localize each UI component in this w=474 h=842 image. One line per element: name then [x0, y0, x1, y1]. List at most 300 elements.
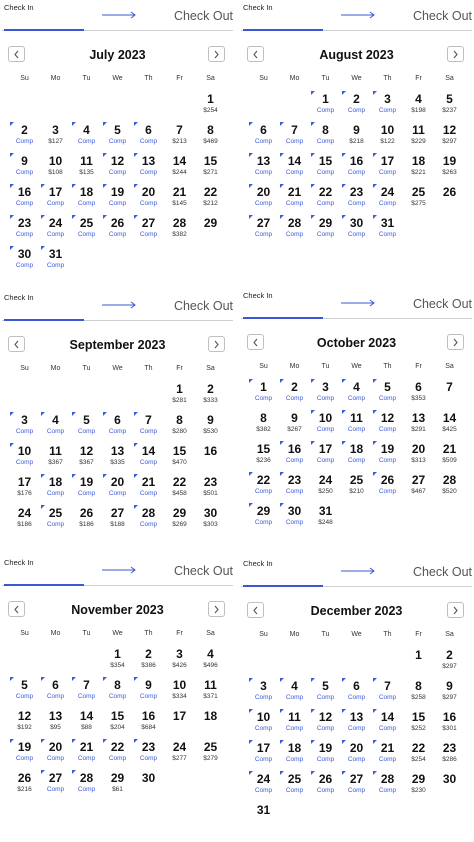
day-cell[interactable] — [279, 184, 310, 215]
day-cell[interactable] — [71, 215, 102, 246]
day-cell[interactable] — [341, 709, 372, 740]
day-cell[interactable] — [164, 443, 195, 474]
day-number: 25 — [203, 740, 218, 754]
day-cell[interactable] — [9, 505, 40, 536]
check-in-tab[interactable]: Check In — [243, 3, 273, 12]
day-cell[interactable] — [40, 474, 71, 505]
day-cell[interactable] — [164, 122, 195, 153]
next-month-button[interactable] — [208, 601, 225, 617]
day-cell[interactable] — [279, 441, 310, 472]
day-cell[interactable] — [9, 474, 40, 505]
day-cell[interactable] — [403, 709, 434, 740]
day-cell[interactable] — [40, 739, 71, 770]
check-out-tab[interactable]: Check Out — [412, 9, 472, 23]
price-label: $303 — [203, 521, 218, 528]
day-cell[interactable] — [310, 709, 341, 740]
day-cell[interactable] — [9, 708, 40, 739]
weekday-label: Fr — [415, 631, 422, 638]
day-cell[interactable] — [372, 410, 403, 441]
day-number: 28 — [442, 473, 457, 487]
day-cell[interactable] — [341, 472, 372, 503]
day-cell[interactable] — [279, 740, 310, 771]
day-cell[interactable] — [279, 379, 310, 410]
day-cell[interactable] — [403, 153, 434, 184]
comp-label: Comp — [108, 138, 127, 145]
day-cell[interactable] — [248, 771, 279, 802]
day-cell[interactable] — [434, 122, 465, 153]
day-cell[interactable] — [164, 739, 195, 770]
day-cell[interactable] — [248, 184, 279, 215]
day-number: 25 — [287, 772, 302, 786]
day-cell[interactable] — [195, 677, 226, 708]
day-cell[interactable] — [133, 770, 164, 801]
day-cell[interactable] — [40, 708, 71, 739]
day-cell[interactable] — [372, 740, 403, 771]
day-number: 15 — [203, 154, 218, 168]
date-tabs — [2, 290, 233, 324]
check-out-tab[interactable]: Check Out — [412, 297, 472, 311]
comp-label: Comp — [15, 428, 34, 435]
day-cell[interactable] — [195, 184, 226, 215]
day-number: 4 — [415, 92, 422, 106]
day-cell[interactable] — [434, 153, 465, 184]
day-cell[interactable] — [310, 215, 341, 246]
day-cell[interactable] — [279, 678, 310, 709]
day-cell[interactable] — [248, 379, 279, 410]
day-cell[interactable] — [310, 153, 341, 184]
weekday-label: Sa — [206, 75, 215, 82]
day-cell[interactable] — [341, 122, 372, 153]
price-label: $458 — [172, 490, 187, 497]
day-cell[interactable] — [71, 153, 102, 184]
check-out-tab[interactable]: Check Out — [173, 564, 233, 578]
day-number: 30 — [17, 247, 32, 261]
day-cell[interactable] — [434, 678, 465, 709]
day-cell[interactable] — [195, 739, 226, 770]
day-cell[interactable] — [403, 647, 434, 678]
day-cell[interactable] — [71, 184, 102, 215]
day-cell[interactable] — [9, 153, 40, 184]
comp-label: Comp — [254, 756, 273, 763]
day-cell[interactable] — [9, 412, 40, 443]
day-cell[interactable] — [248, 740, 279, 771]
day-cell[interactable] — [102, 443, 133, 474]
day-cell[interactable] — [403, 122, 434, 153]
comp-label: Comp — [378, 488, 397, 495]
day-cell[interactable] — [40, 443, 71, 474]
month-panel-0 — [2, 0, 233, 290]
comp-flag-icon — [134, 184, 138, 188]
day-cell[interactable] — [40, 412, 71, 443]
day-cell[interactable] — [164, 677, 195, 708]
price-label: $269 — [172, 521, 187, 528]
day-cell[interactable] — [434, 709, 465, 740]
day-cell[interactable] — [102, 474, 133, 505]
day-cell[interactable] — [195, 443, 226, 474]
day-cell[interactable] — [310, 740, 341, 771]
day-cell[interactable] — [372, 122, 403, 153]
day-number: 6 — [415, 380, 422, 394]
day-cell[interactable] — [248, 122, 279, 153]
day-cell[interactable] — [310, 503, 341, 534]
day-cell[interactable] — [133, 474, 164, 505]
day-cell[interactable] — [40, 184, 71, 215]
day-number: 23 — [442, 741, 457, 755]
comp-flag-icon — [373, 153, 377, 157]
comp-label: Comp — [108, 693, 127, 700]
price-label: $198 — [411, 107, 426, 114]
day-cell[interactable] — [102, 770, 133, 801]
month-title: July 2023 — [89, 48, 146, 62]
day-number: 7 — [83, 678, 90, 692]
day-cell[interactable] — [9, 122, 40, 153]
day-cell[interactable] — [310, 472, 341, 503]
weekday-label: Th — [383, 75, 392, 82]
day-cell[interactable] — [195, 708, 226, 739]
weekday-label: Sa — [445, 75, 454, 82]
day-number: 19 — [380, 442, 395, 456]
comp-flag-icon — [134, 412, 138, 416]
day-cell[interactable] — [164, 474, 195, 505]
day-cell[interactable] — [434, 771, 465, 802]
day-cell[interactable] — [9, 246, 40, 277]
comp-flag-icon — [373, 678, 377, 682]
day-cell[interactable] — [164, 505, 195, 536]
day-cell[interactable] — [248, 709, 279, 740]
day-cell[interactable] — [403, 91, 434, 122]
day-number: 1 — [322, 92, 329, 106]
comp-flag-icon — [134, 739, 138, 743]
comp-flag-icon — [103, 122, 107, 126]
comp-label: Comp — [254, 519, 273, 526]
day-cell[interactable] — [310, 410, 341, 441]
day-cell[interactable] — [310, 678, 341, 709]
day-number: 22 — [110, 740, 125, 754]
day-cell[interactable] — [341, 184, 372, 215]
comp-label: Comp — [378, 787, 397, 794]
day-number: 5 — [446, 92, 453, 106]
comp-flag-icon — [103, 412, 107, 416]
price-label: $216 — [17, 786, 32, 793]
day-cell[interactable] — [102, 153, 133, 184]
day-cell[interactable] — [372, 215, 403, 246]
day-cell[interactable] — [9, 184, 40, 215]
comp-label: Comp — [378, 395, 397, 402]
day-cell[interactable] — [71, 770, 102, 801]
day-cell[interactable] — [372, 441, 403, 472]
day-cell[interactable] — [9, 215, 40, 246]
day-cell[interactable] — [102, 122, 133, 153]
day-cell[interactable] — [71, 708, 102, 739]
day-cell[interactable] — [195, 215, 226, 246]
day-cell[interactable] — [279, 472, 310, 503]
day-cell[interactable] — [164, 215, 195, 246]
comp-label: Comp — [108, 169, 127, 176]
day-number: 13 — [256, 154, 271, 168]
comp-label: Comp — [77, 428, 96, 435]
day-cell[interactable] — [71, 505, 102, 536]
day-cell[interactable] — [164, 381, 195, 412]
check-in-tab[interactable]: Check In — [243, 559, 273, 568]
day-number: 12 — [318, 710, 333, 724]
day-cell[interactable] — [164, 708, 195, 739]
comp-label: Comp — [285, 488, 304, 495]
day-cell[interactable] — [248, 441, 279, 472]
day-cell[interactable] — [248, 678, 279, 709]
day-cell[interactable] — [341, 215, 372, 246]
day-number: 11 — [350, 411, 363, 425]
day-cell[interactable] — [341, 379, 372, 410]
day-number: 11 — [49, 444, 62, 458]
day-cell[interactable] — [248, 802, 279, 833]
day-cell[interactable] — [310, 122, 341, 153]
day-cell[interactable] — [248, 503, 279, 534]
price-label: $353 — [411, 395, 426, 402]
day-number: 3 — [384, 92, 391, 106]
day-cell[interactable] — [164, 153, 195, 184]
weekday-label: Sa — [445, 631, 454, 638]
day-cell[interactable] — [102, 677, 133, 708]
price-label: $221 — [411, 169, 426, 176]
day-cell[interactable] — [372, 91, 403, 122]
day-cell[interactable] — [195, 412, 226, 443]
comp-label: Comp — [254, 138, 273, 145]
day-cell[interactable] — [195, 646, 226, 677]
day-number: 6 — [114, 413, 121, 427]
day-number: 5 — [21, 678, 28, 692]
day-cell[interactable] — [248, 472, 279, 503]
day-cell[interactable] — [71, 677, 102, 708]
check-in-tab[interactable]: Check In — [4, 293, 34, 302]
price-label: $135 — [79, 169, 94, 176]
day-cell[interactable] — [71, 474, 102, 505]
day-cell[interactable] — [341, 153, 372, 184]
day-cell[interactable] — [133, 215, 164, 246]
comp-flag-icon — [41, 215, 45, 219]
day-cell[interactable] — [341, 678, 372, 709]
day-cell[interactable] — [40, 677, 71, 708]
day-cell[interactable] — [341, 410, 372, 441]
comp-flag-icon — [342, 678, 346, 682]
day-cell[interactable] — [195, 122, 226, 153]
day-cell[interactable] — [403, 472, 434, 503]
day-cell[interactable] — [403, 184, 434, 215]
day-cell[interactable] — [279, 771, 310, 802]
day-cell[interactable] — [310, 184, 341, 215]
weekday-label: Su — [259, 631, 268, 638]
comp-flag-icon — [72, 184, 76, 188]
day-cell[interactable] — [434, 740, 465, 771]
price-label: $248 — [318, 519, 333, 526]
comp-flag-icon — [134, 215, 138, 219]
day-cell[interactable] — [71, 412, 102, 443]
day-cell[interactable] — [434, 441, 465, 472]
day-number: 10 — [17, 444, 32, 458]
day-number: 4 — [83, 123, 90, 137]
day-cell[interactable] — [164, 646, 195, 677]
day-cell[interactable] — [434, 91, 465, 122]
day-cell[interactable] — [310, 441, 341, 472]
day-cell[interactable] — [195, 91, 226, 122]
day-cell[interactable] — [372, 472, 403, 503]
day-cell[interactable] — [279, 122, 310, 153]
day-cell[interactable] — [279, 503, 310, 534]
comp-label: Comp — [139, 693, 158, 700]
day-cell[interactable] — [310, 91, 341, 122]
day-cell[interactable] — [71, 739, 102, 770]
comp-flag-icon — [311, 153, 315, 157]
day-number: 14 — [287, 154, 302, 168]
comp-flag-icon — [249, 709, 253, 713]
day-cell[interactable] — [9, 443, 40, 474]
next-month-button[interactable] — [208, 46, 225, 62]
comp-flag-icon — [280, 215, 284, 219]
comp-label: Comp — [347, 200, 366, 207]
day-cell[interactable] — [133, 122, 164, 153]
check-in-tab[interactable]: Check In — [4, 3, 34, 12]
day-cell[interactable] — [195, 474, 226, 505]
day-cell[interactable] — [133, 443, 164, 474]
day-number: 12 — [442, 123, 457, 137]
weekday-label: Tu — [321, 631, 330, 638]
comp-label: Comp — [46, 231, 65, 238]
day-cell[interactable] — [310, 771, 341, 802]
check-out-tab[interactable]: Check Out — [412, 565, 472, 579]
day-cell[interactable] — [403, 379, 434, 410]
check-out-tab[interactable]: Check Out — [173, 299, 233, 313]
day-cell[interactable] — [403, 410, 434, 441]
day-number: 10 — [256, 710, 271, 724]
day-cell[interactable] — [403, 678, 434, 709]
day-cell[interactable] — [372, 709, 403, 740]
day-cell[interactable] — [310, 379, 341, 410]
day-cell[interactable] — [133, 708, 164, 739]
comp-flag-icon — [103, 184, 107, 188]
day-cell[interactable] — [248, 410, 279, 441]
day-cell[interactable] — [341, 91, 372, 122]
day-cell[interactable] — [195, 505, 226, 536]
day-number: 14 — [172, 154, 187, 168]
day-cell[interactable] — [434, 379, 465, 410]
day-cell[interactable] — [40, 215, 71, 246]
price-label: $301 — [442, 725, 457, 732]
day-cell[interactable] — [195, 381, 226, 412]
comp-flag-icon — [342, 410, 346, 414]
day-cell[interactable] — [71, 443, 102, 474]
day-cell[interactable] — [133, 153, 164, 184]
day-number: 9 — [145, 678, 152, 692]
day-cell[interactable] — [40, 770, 71, 801]
day-cell[interactable] — [164, 412, 195, 443]
comp-flag-icon — [41, 505, 45, 509]
day-number: 16 — [203, 444, 218, 458]
day-cell[interactable] — [40, 153, 71, 184]
day-cell[interactable] — [40, 122, 71, 153]
day-cell[interactable] — [403, 740, 434, 771]
day-cell[interactable] — [372, 771, 403, 802]
day-cell[interactable] — [372, 379, 403, 410]
day-cell[interactable] — [133, 505, 164, 536]
day-cell[interactable] — [403, 771, 434, 802]
check-in-tab[interactable]: Check In — [4, 558, 34, 567]
day-cell[interactable] — [195, 153, 226, 184]
day-number: 19 — [318, 741, 333, 755]
day-cell[interactable] — [279, 410, 310, 441]
day-cell[interactable] — [40, 246, 71, 277]
day-number: 6 — [52, 678, 59, 692]
day-cell[interactable] — [102, 505, 133, 536]
day-number: 27 — [141, 216, 156, 230]
day-cell[interactable] — [9, 770, 40, 801]
day-cell[interactable] — [372, 678, 403, 709]
day-cell[interactable] — [341, 771, 372, 802]
day-cell[interactable] — [102, 412, 133, 443]
check-in-tab[interactable]: Check In — [243, 291, 273, 300]
day-cell[interactable] — [40, 505, 71, 536]
day-cell[interactable] — [279, 215, 310, 246]
day-cell[interactable] — [248, 153, 279, 184]
comp-label: Comp — [139, 459, 158, 466]
day-cell[interactable] — [102, 739, 133, 770]
day-cell[interactable] — [133, 184, 164, 215]
day-cell[interactable] — [403, 441, 434, 472]
day-cell[interactable] — [434, 410, 465, 441]
day-cell[interactable] — [248, 215, 279, 246]
day-number: 1 — [415, 648, 422, 662]
comp-flag-icon — [249, 379, 253, 383]
day-number: 12 — [17, 709, 32, 723]
comp-flag-icon — [134, 122, 138, 126]
check-out-tab[interactable]: Check Out — [173, 9, 233, 23]
day-cell[interactable] — [102, 215, 133, 246]
day-cell[interactable] — [102, 184, 133, 215]
day-number: 29 — [256, 504, 271, 518]
day-cell[interactable] — [133, 739, 164, 770]
day-cell[interactable] — [164, 184, 195, 215]
day-number: 4 — [353, 380, 360, 394]
next-month-button[interactable] — [447, 602, 464, 618]
day-cell[interactable] — [133, 646, 164, 677]
comp-label: Comp — [347, 694, 366, 701]
day-number: 21 — [380, 741, 395, 755]
day-cell[interactable] — [434, 647, 465, 678]
price-label: $210 — [349, 488, 364, 495]
weekday-label: Tu — [82, 75, 91, 82]
day-cell[interactable] — [372, 184, 403, 215]
day-cell[interactable] — [341, 441, 372, 472]
day-cell[interactable] — [9, 739, 40, 770]
day-cell[interactable] — [133, 412, 164, 443]
day-number: 22 — [318, 185, 333, 199]
comp-flag-icon — [280, 379, 284, 383]
day-cell[interactable] — [102, 708, 133, 739]
day-cell[interactable] — [434, 472, 465, 503]
day-cell[interactable] — [341, 740, 372, 771]
day-cell[interactable] — [102, 646, 133, 677]
day-cell[interactable] — [434, 184, 465, 215]
day-cell[interactable] — [279, 153, 310, 184]
day-cell[interactable] — [9, 677, 40, 708]
next-month-button[interactable] — [208, 336, 225, 352]
day-number: 29 — [203, 216, 218, 230]
day-cell[interactable] — [71, 122, 102, 153]
day-cell[interactable] — [372, 153, 403, 184]
day-number: 3 — [260, 679, 267, 693]
next-month-button[interactable] — [447, 46, 464, 62]
next-month-button[interactable] — [447, 334, 464, 350]
day-cell[interactable] — [279, 709, 310, 740]
day-cell[interactable] — [133, 677, 164, 708]
